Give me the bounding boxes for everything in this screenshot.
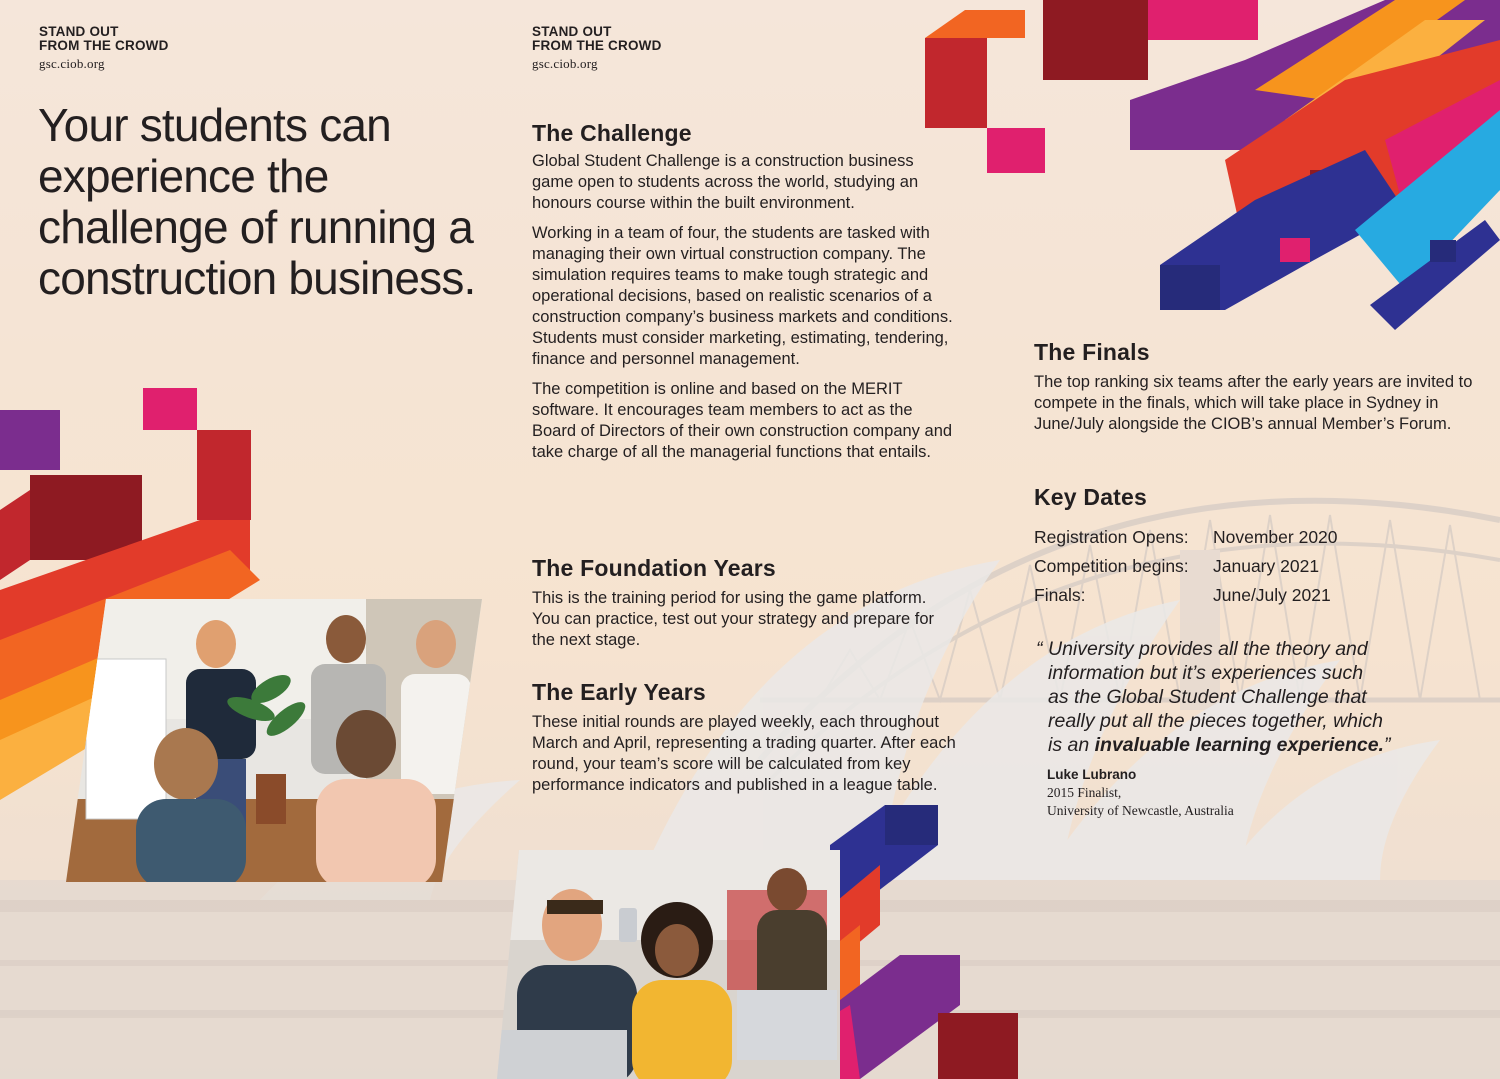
quote-line-1: University provides all the theory and xyxy=(1048,638,1368,660)
quote-line-4: really put all the pieces together, which xyxy=(1048,710,1383,732)
quote-attribution xyxy=(1047,766,1234,820)
quote-line-2: information but it’s experiences such xyxy=(1048,662,1364,684)
brand-mid-url[interactable]: gsc.ciob.org xyxy=(532,56,598,71)
key-date-row xyxy=(1034,581,1474,610)
key-date-row xyxy=(1034,523,1474,552)
key-date-label: Finals: xyxy=(1034,585,1086,605)
finals-section xyxy=(1034,339,1474,435)
foundation-section xyxy=(532,555,957,651)
quote-line-5-start: is an xyxy=(1048,734,1095,756)
team-meeting-photo xyxy=(66,599,482,882)
finals-paragraph: The top ranking six teams after the early years are invited to compete in the finals, which will take place in Sydney in June/July alongside the CIOB’s annual Member’s Forum. xyxy=(1034,373,1473,433)
key-date-row xyxy=(1034,552,1474,581)
top-right-ribbon-graphic xyxy=(925,0,1500,335)
brand-left-line2: FROM THE CROWD xyxy=(39,38,169,53)
quote-open-mark: “ xyxy=(1036,638,1043,660)
testimonial-quote xyxy=(1036,637,1456,757)
brand-mid-line2: FROM THE CROWD xyxy=(532,38,662,53)
challenge-section xyxy=(532,120,957,463)
finals-title: The Finals xyxy=(1034,339,1150,365)
key-date-label: Registration Opens: xyxy=(1034,527,1189,547)
page-headline: Your students can experience the challenge of running a construction business. xyxy=(38,99,476,304)
quote-author-org: University of Newcastle, Australia xyxy=(1047,803,1234,818)
early-years-section xyxy=(532,679,957,796)
students-laptop-photo xyxy=(497,850,840,1079)
brand-left xyxy=(39,25,169,71)
foundation-paragraph: This is the training period for using the game platform. You can practice, test out your strategy and prepare for the next stage. xyxy=(532,589,935,649)
foundation-title: The Foundation Years xyxy=(532,555,776,581)
key-date-label: Competition begins: xyxy=(1034,556,1189,576)
key-date-value: June/July 2021 xyxy=(1213,585,1331,605)
key-dates-section xyxy=(1034,484,1474,610)
quote-author-name: Luke Lubrano xyxy=(1047,767,1137,782)
key-date-value: November 2020 xyxy=(1213,527,1338,547)
challenge-paragraph-1: Global Student Challenge is a construction business game open to students across the world, studying an honours course within the built environment. xyxy=(532,152,919,212)
quote-emphasis: invaluable learning experience. xyxy=(1094,734,1384,756)
brand-left-url[interactable]: gsc.ciob.org xyxy=(39,56,105,71)
challenge-title: The Challenge xyxy=(532,120,692,146)
brand-mid xyxy=(532,25,662,71)
quote-author-role: 2015 Finalist, xyxy=(1047,785,1122,800)
quote-close-mark: ” xyxy=(1383,734,1391,756)
key-date-value: January 2021 xyxy=(1213,556,1320,576)
challenge-paragraph-2: Working in a team of four, the students are tasked with managing their own virtual construction company. The simulation requires teams to make tough strategic and operational decisions, based on realistic scenarios of a construction company’s business markets and conditions. Students must consider marketing, estimating, tendering, finance and personnel management. xyxy=(532,224,953,368)
quote-line-3: as the Global Student Challenge that xyxy=(1048,686,1367,708)
early-years-title: The Early Years xyxy=(532,679,706,705)
early-years-paragraph: These initial rounds are played weekly, each throughout March and April, representing a trading quarter. After each round, your team’s score will be calculated from key performance indicators and published in a league table. xyxy=(532,713,956,794)
brand-mid-line1: STAND OUT xyxy=(532,24,612,39)
challenge-paragraph-3: The competition is online and based on the MERIT software. It encourages team members to act as the Board of Directors of their own construction company and take charge of all the managerial functions that entails. xyxy=(532,380,953,461)
key-dates-title: Key Dates xyxy=(1034,484,1148,510)
brand-left-line1: STAND OUT xyxy=(39,24,119,39)
quote-line-5 xyxy=(1036,733,1456,757)
